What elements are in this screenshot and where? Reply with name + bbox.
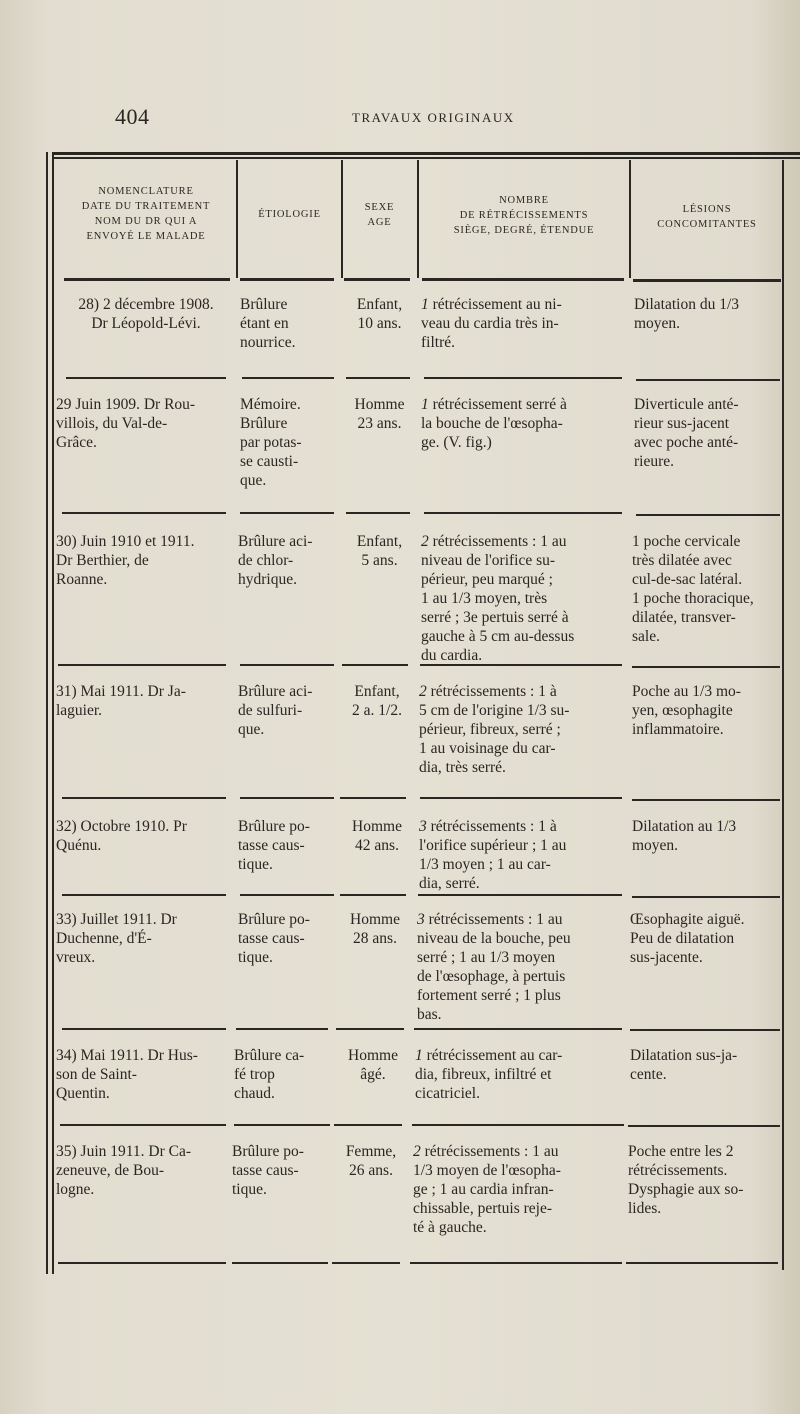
cell-etiologie: Brûlure po- tasse caus- tique.	[232, 1143, 304, 1198]
cell-sexe-age: Homme âgé.	[348, 1047, 398, 1083]
header-lesions: LÉSIONS CONCOMITANTES	[657, 204, 757, 230]
cell-lesions: 1 poche cervicale très dilatée avec cul-de-sac latéral. 1 poche thoracique, dilatée, transver- sale.	[632, 533, 754, 645]
cell-etiologie: Brûlure po- tasse caus- tique.	[238, 911, 310, 966]
cell-sexe-age: Homme 42 ans.	[352, 818, 402, 854]
running-head: TRAVAUX ORIGINAUX	[352, 110, 515, 125]
cell-retrecissements	[413, 1142, 625, 1237]
cell-retrecissements	[419, 817, 628, 893]
header-retrecissements: NOMBRE DE RÉTRÉCISSEMENTS SIÈGE, DEGRÉ, ÉTENDUE	[453, 195, 595, 236]
cell-etiologie: Brûlure étant en nourrice.	[240, 296, 296, 351]
cell-etiologie: Mémoire. Brûlure par potas- se causti- que.	[240, 396, 302, 489]
cell-nomenclature: 35) Juin 1911. Dr Ca- zeneuve, de Bou- logne.	[56, 1143, 192, 1198]
cell-retrecissements	[421, 395, 628, 452]
cell-sexe-age: Enfant, 5 ans.	[356, 533, 403, 569]
cell-etiologie: Brûlure aci- de sulfuri- que.	[238, 683, 313, 738]
cell-retrecissements	[417, 910, 627, 1024]
cell-sexe-age: Enfant, 2 a. 1/2.	[352, 683, 402, 719]
cell-sexe-age: Homme 23 ans.	[354, 396, 405, 432]
cell-nomenclature: 34) Mai 1911. Dr Hus- son de Saint- Quentin.	[56, 1047, 198, 1102]
stricture-count: 1	[421, 396, 429, 413]
stricture-count: 2	[419, 683, 427, 700]
stricture-text: rétrécissement au car- dia, fibreux, infiltré et cicatriciel.	[415, 1047, 563, 1102]
cell-retrecissements	[415, 1046, 627, 1103]
cell-sexe-age: Femme, 26 ans.	[345, 1143, 397, 1179]
cell-nomenclature: 30) Juin 1910 et 1911. Dr Berthier, de Roanne.	[56, 533, 195, 588]
cell-etiologie: Brûlure po- tasse caus- tique.	[238, 818, 310, 873]
cell-lesions: Poche au 1/3 mo- yen, œsophagite inflammatoire.	[632, 683, 741, 738]
stricture-count: 1	[421, 296, 429, 313]
header-nomenclature: NOMENCLATURE DATE DU TRAITEMENT NOM DU DR QUI A ENVOYÉ LE MALADE	[81, 186, 211, 242]
cell-etiologie: Brûlure ca- fé trop chaud.	[234, 1047, 305, 1102]
cell-nomenclature: 32) Octobre 1910. Pr Quénu.	[56, 818, 187, 854]
cell-lesions: Diverticule anté- rieur sus-jacent avec poche anté- rieure.	[634, 396, 739, 470]
cell-nomenclature: 31) Mai 1911. Dr Ja- laguier.	[56, 683, 186, 719]
stricture-text: rétrécissements : 1 au niveau de l'orifice su- périeur, peu marqué ; 1 au 1/3 moyen, très serré ; 3e pertuis serré à gauche à 5 cm au-dessus du cardia.	[421, 533, 575, 664]
stricture-count: 2	[421, 533, 429, 550]
cell-nomenclature: 33) Juillet 1911. Dr Duchenne, d'É- vreux.	[56, 911, 177, 966]
cell-lesions: Dilatation sus-ja- cente.	[630, 1047, 738, 1083]
cell-sexe-age: Homme 28 ans.	[350, 911, 400, 947]
stricture-count: 3	[417, 911, 425, 928]
cell-retrecissements	[421, 532, 628, 665]
header-sexe-age: SEXE AGE	[364, 202, 395, 228]
stricture-text: rétrécissements : 1 au niveau de la bouche, peu serré ; 1 au 1/3 moyen de l'œsophage, à pertuis fortement serré ; 1 plus bas.	[417, 911, 571, 1023]
stricture-count: 3	[419, 818, 427, 835]
stricture-text: rétrécissement au ni- veau du cardia très in- filtré.	[421, 296, 562, 351]
cell-sexe-age: Enfant, 10 ans.	[356, 296, 403, 332]
cell-lesions: Œsophagite aiguë. Peu de dilatation sus-jacente.	[630, 911, 745, 966]
cell-lesions: Dilatation au 1/3 moyen.	[632, 818, 737, 854]
cell-nomenclature: 28) 2 décembre 1908. Dr Léopold-Lévi.	[78, 296, 214, 332]
cell-etiologie: Brûlure aci- de chlor- hydrique.	[238, 533, 313, 588]
cell-retrecissements	[419, 682, 628, 777]
stricture-text: rétrécissements : 1 à 5 cm de l'origine 1/3 su- périeur, fibreux, serré ; 1 au voisinage du car- dia, très serré.	[419, 683, 570, 776]
page-number: 404	[115, 104, 150, 129]
stricture-count: 2	[413, 1143, 421, 1160]
stricture-count: 1	[415, 1047, 423, 1064]
cell-lesions: Dilatation du 1/3 moyen.	[634, 296, 740, 332]
cell-retrecissements	[421, 295, 628, 352]
stricture-text: rétrécissements : 1 à l'orifice supérieur ; 1 au 1/3 moyen ; 1 au car- dia, serré.	[419, 818, 567, 892]
cell-nomenclature: 29 Juin 1909. Dr Rou- villois, du Val-de- Grâce.	[56, 396, 196, 451]
stricture-text: rétrécissements : 1 au 1/3 moyen de l'œsopha- ge ; 1 au cardia infran- chissable, pertuis reje- té à gauche.	[413, 1143, 561, 1236]
cell-lesions: Poche entre les 2 rétrécissements. Dysphagie aux so- lides.	[628, 1143, 744, 1217]
header-etiologie: ÉTIOLOGIE	[258, 209, 321, 220]
stricture-text: rétrécissement serré à la bouche de l'œsopha- ge. (V. fig.)	[421, 396, 567, 451]
